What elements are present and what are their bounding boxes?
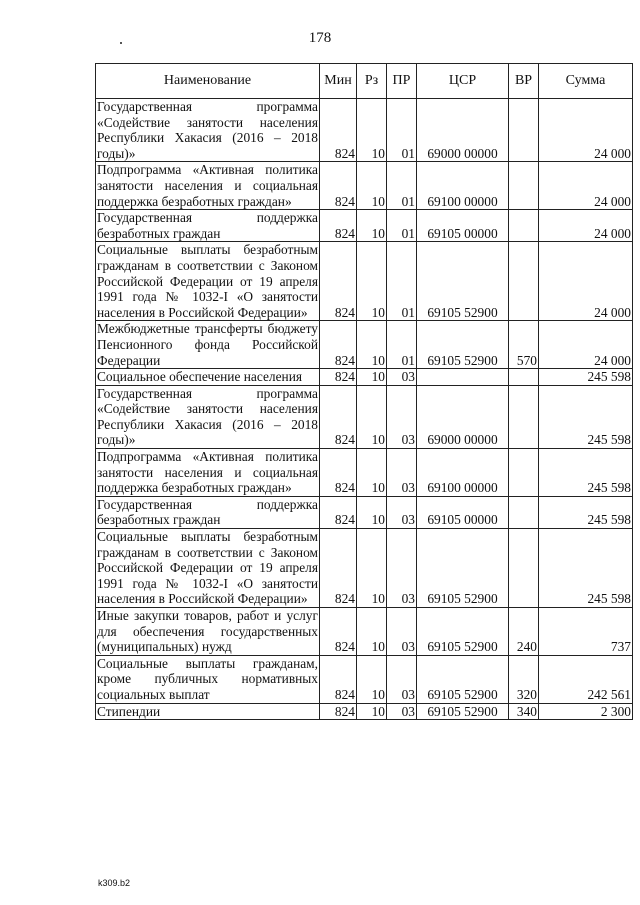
cell-vr [509, 449, 539, 497]
cell-vr [509, 242, 539, 321]
cell-name: Социальные выплаты гражданам, кроме публичных нормативных социальных выплат [97, 655, 318, 702]
table-row [96, 529, 633, 608]
cell-pr: 01 [387, 162, 417, 210]
cell-pr: 01 [387, 242, 417, 321]
cell-min: 824 [320, 99, 357, 162]
cell-min: 824 [320, 655, 357, 703]
cell-pr: 03 [387, 369, 417, 386]
cell-csr: 69105 52900 [417, 321, 509, 369]
cell-sum: 24 000 [539, 242, 633, 321]
cell-name: Государственная поддержка безработных граждан [97, 496, 318, 528]
cell-name: Социальное обеспечение населения [96, 369, 320, 386]
cell-pr: 03 [387, 529, 417, 608]
cell-csr: 69105 00000 [417, 496, 509, 528]
cell-sum: 737 [539, 608, 633, 656]
header-rz: Рз [357, 64, 387, 99]
cell-name: Иные закупки товаров, работ и услуг для обеспечения государственных (муниципальных) нужд [97, 608, 318, 655]
cell-min: 824 [320, 162, 357, 210]
cell-min: 824 [320, 449, 357, 497]
cell-csr: 69000 00000 [417, 385, 509, 448]
table-row [96, 369, 633, 386]
cell-rz: 10 [357, 99, 387, 162]
table-row [96, 496, 633, 528]
cell-sum: 242 561 [539, 655, 633, 703]
cell-pr: 01 [387, 210, 417, 242]
cell-rz: 10 [357, 321, 387, 369]
cell-rz: 10 [357, 449, 387, 497]
cell-sum: 24 000 [539, 99, 633, 162]
cell-csr: 69105 52900 [417, 703, 509, 720]
cell-vr [509, 162, 539, 210]
header-row [96, 64, 633, 99]
cell-vr: 320 [509, 655, 539, 703]
cell-pr: 03 [387, 655, 417, 703]
cell-csr: 69100 00000 [417, 449, 509, 497]
table-row [96, 242, 633, 321]
table-row [96, 321, 633, 369]
cell-sum: 24 000 [539, 162, 633, 210]
scan-speck [120, 42, 122, 44]
table-row [96, 210, 633, 242]
header-pr: ПР [387, 64, 417, 99]
table-row [96, 703, 633, 720]
cell-min: 824 [320, 703, 357, 720]
cell-rz: 10 [357, 242, 387, 321]
cell-pr: 03 [387, 385, 417, 448]
cell-sum: 245 598 [539, 529, 633, 608]
cell-pr: 01 [387, 99, 417, 162]
cell-min: 824 [320, 385, 357, 448]
header-name: Наименование [96, 64, 320, 99]
cell-vr [509, 496, 539, 528]
cell-sum: 24 000 [539, 210, 633, 242]
cell-rz: 10 [357, 496, 387, 528]
cell-csr [417, 369, 509, 386]
table-row [96, 608, 633, 656]
cell-name: Подпрограмма «Активная политика занятости населения и социальная поддержка безработных граждан» [97, 162, 318, 209]
table-row [96, 385, 633, 448]
cell-pr: 03 [387, 496, 417, 528]
cell-csr: 69105 00000 [417, 210, 509, 242]
cell-sum: 245 598 [539, 385, 633, 448]
cell-vr [509, 529, 539, 608]
cell-csr: 69100 00000 [417, 162, 509, 210]
cell-name: Межбюджетные трансферты бюджету Пенсионного фонда Российской Федерации [97, 321, 318, 368]
table-row [96, 449, 633, 497]
cell-min: 824 [320, 321, 357, 369]
table-row [96, 655, 633, 703]
cell-min: 824 [320, 608, 357, 656]
cell-vr [509, 99, 539, 162]
cell-sum: 245 598 [539, 369, 633, 386]
budget-table [95, 63, 633, 720]
cell-name: Государственная поддержка безработных граждан [97, 210, 318, 241]
cell-pr: 03 [387, 608, 417, 656]
cell-name: Стипендии [96, 703, 320, 720]
footer-code: k309.b2 [98, 878, 131, 888]
cell-name: Государственная программа «Содействие занятости населения Республики Хакасия (2016 – 2018 годы)» [97, 385, 318, 448]
cell-csr: 69105 52900 [417, 529, 509, 608]
cell-name: Подпрограмма «Активная политика занятости населения и социальная поддержка безработных граждан» [97, 449, 318, 496]
header-vr: ВР [509, 64, 539, 99]
table-row [96, 162, 633, 210]
cell-name: Социальные выплаты безработным гражданам в соответствии с Законом Российской Федерации от 19 апреля 1991 года № 1032-I «О занятости населения в Российской Федерации» [97, 242, 318, 320]
cell-vr: 340 [509, 703, 539, 720]
cell-sum: 24 000 [539, 321, 633, 369]
cell-rz: 10 [357, 529, 387, 608]
cell-rz: 10 [357, 385, 387, 448]
cell-sum: 2 300 [539, 703, 633, 720]
cell-csr: 69105 52900 [417, 242, 509, 321]
cell-vr [509, 369, 539, 386]
cell-csr: 69105 52900 [417, 608, 509, 656]
cell-pr: 03 [387, 703, 417, 720]
cell-min: 824 [320, 529, 357, 608]
cell-name: Социальные выплаты безработным гражданам в соответствии с Законом Российской Федерации от 19 апреля 1991 года № 1032-I «О занятости населения в Российской Федерации» [97, 529, 318, 607]
cell-name: Государственная программа «Содействие занятости населения Республики Хакасия (2016 – 2018 годы)» [97, 99, 318, 161]
cell-sum: 245 598 [539, 496, 633, 528]
cell-csr: 69000 00000 [417, 99, 509, 162]
header-min: Мин [320, 64, 357, 99]
cell-rz: 10 [357, 655, 387, 703]
header-sum: Сумма [539, 64, 633, 99]
cell-rz: 10 [357, 162, 387, 210]
cell-rz: 10 [357, 608, 387, 656]
table-row [96, 99, 633, 162]
cell-min: 824 [320, 242, 357, 321]
cell-min: 824 [320, 369, 357, 386]
cell-rz: 10 [357, 210, 387, 242]
cell-min: 824 [320, 496, 357, 528]
cell-rz: 10 [357, 703, 387, 720]
cell-pr: 01 [387, 321, 417, 369]
cell-vr: 240 [509, 608, 539, 656]
page-number: 178 [308, 30, 332, 46]
cell-vr [509, 210, 539, 242]
cell-rz: 10 [357, 369, 387, 386]
cell-min: 824 [320, 210, 357, 242]
cell-sum: 245 598 [539, 449, 633, 497]
cell-vr: 570 [509, 321, 539, 369]
cell-pr: 03 [387, 449, 417, 497]
cell-vr [509, 385, 539, 448]
cell-csr: 69105 52900 [417, 655, 509, 703]
header-csr: ЦСР [417, 64, 509, 99]
